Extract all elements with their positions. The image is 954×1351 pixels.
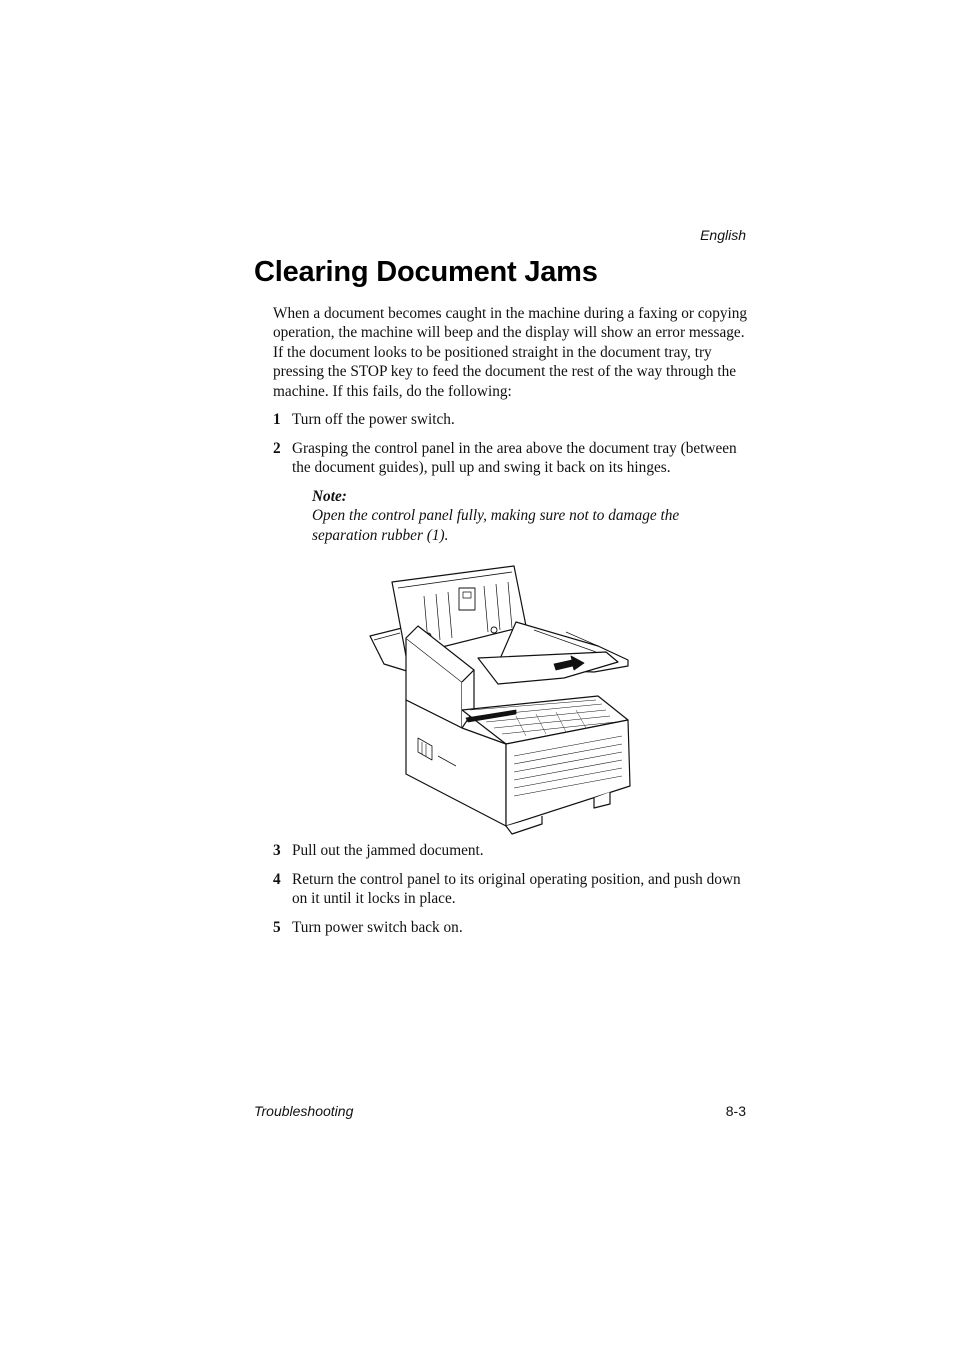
step-item [273,410,749,429]
step-text: Grasping the control panel in the area above the document tray (between the document guides), pull up and swing it back on its hinges. [292,440,737,477]
step-text: Return the control panel to its original operating position, and push down on it until it locks in place. [292,871,741,908]
note-block [312,487,732,545]
running-head-language: English [700,227,746,243]
step-number: 1 [273,411,281,428]
step-text: Turn power switch back on. [292,919,463,937]
note-text: Open the control panel fully, making sure not to damage the separation rubber (1). [312,507,680,544]
step-number: 3 [273,842,281,859]
step-number: 4 [273,871,281,888]
step-text: Turn off the power switch. [292,411,455,428]
intro-paragraph: When a document becomes caught in the machine during a faxing or copying operation, the machine will beep and the display will show an error message. If the document looks to be positioned straight in the document tray, try pressing the STOP key to feed the document the rest of the way through the machine. If this fails, do the following: [273,305,748,400]
step-item [273,439,749,478]
fax-machine-illustration [366,560,636,840]
step-number: 5 [273,919,281,937]
step-item [273,918,749,937]
note-heading: Note: [312,488,347,505]
steps-list-second [273,841,749,947]
step-item [273,870,749,909]
step-item [273,841,749,860]
step-text: Pull out the jammed document. [292,842,484,859]
footer-section-name: Troubleshooting [254,1103,354,1119]
page-title: Clearing Document Jams [254,256,598,288]
steps-list-first [273,410,749,487]
footer-page-number: 8-3 [725,1103,746,1119]
step-number: 2 [273,440,281,457]
